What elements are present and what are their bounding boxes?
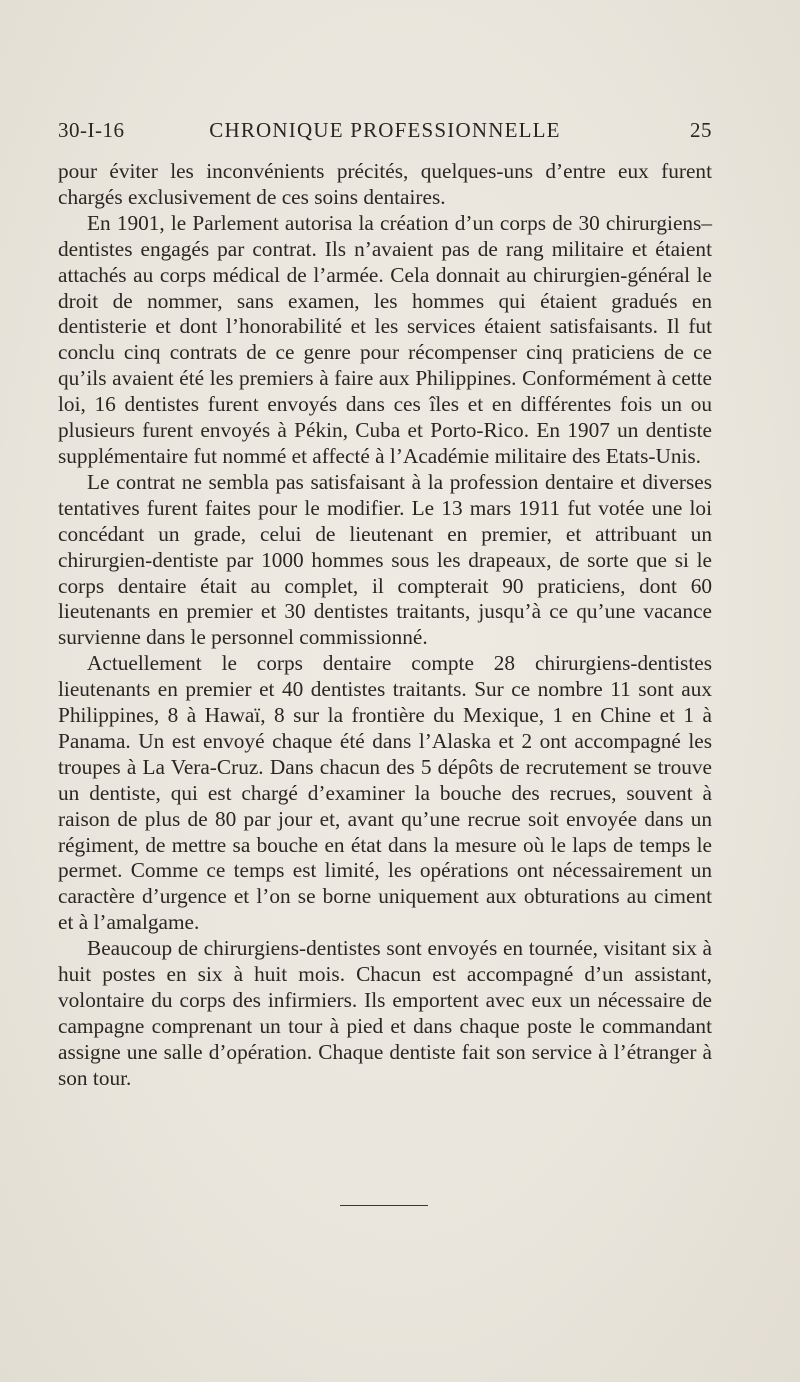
header-chapter-title: CHRONIQUE PROFESSIONNELLE (209, 118, 561, 142)
header-date-folio: 30-I-16 (58, 118, 125, 142)
paragraph-corps-1901: En 1901, le Parlement autorisa la création d’un corps de 30 chirurgiens–dentistes engagés par contrat. Ils n’avaient pas de rang militaire et étaient attachés au corps médical de l’armée. Cela donnait au chirurgien-général le droit de nommer, sans examen, les hommes qui étaient gradués en dentisterie et dont l’honorabilité et les services étaient satisfaisants. Il fut conclu cinq contrats de ce genre pour récompenser cinq praticiens de ce qu’ils avaient été les premiers à faire aux Philippines. Conformément à cette loi, 16 dentistes furent envoyés dans ces îles et en différentes fois un ou plusieurs furent envoyés à Pékin, Cuba et Porto-Rico. En 1907 un dentiste supplémentaire fut nommé et affecté à l’Académie militaire des Etats-Unis. (58, 210, 712, 468)
paragraph-tournees: Beaucoup de chirurgiens-dentistes sont envoyés en tournée, visitant six à huit postes en six à huit mois. Chacun est accompagné d’un assistant, volontaire du corps des infirmiers. Ils emportent avec eux un nécessaire de campagne comprenant un tour à pied et dans chaque poste le commandant assigne une salle d’opération. Chaque dentiste fait son service à l’étranger à son tour. (58, 936, 712, 1090)
paragraph-corps-actuel: Actuellement le corps dentaire compte 28 chirurgiens-dentistes lieutenants en premier et 40 dentistes traitants. Sur ce nombre 11 sont aux Philippines, 8 à Hawaï, 8 sur la frontière du Mexique, 1 en Chine et 1 à Panama. Un est envoyé chaque été dans l’Alaska et 2 ont accompagné les troupes à La Vera-Cruz. Dans chacun des 5 dépôts de recrutement se trouve un dentiste, qui est chargé d’examiner la bouche des recrues, souvent à raison de plus de 80 par jour et, avant qu’une recrue soit envoyée dans un régiment, de mettre sa bouche en état dans la mesure où le laps de temps le permet. Comme ce temps est limité, les opérations ont nécessairement un caractère d’urgence et l’on se borne uniquement aux obturations au ciment et à l’amalgame. (58, 651, 712, 935)
section-end-rule (340, 1205, 428, 1206)
running-header (58, 118, 712, 148)
paragraph-loi-1911: Le contrat ne sembla pas satisfaisant à la profession dentaire et diverses tentatives furent faites pour le modifier. Le 13 mars 1911 fut votée une loi concédant un grade, celui de lieutenant en premier, et attribuant un chirurgien-dentiste par 1000 hommes sous les drapeaux, de sorte que si le corps dentaire était au complet, il compterait 90 praticiens, dont 60 lieutenants en premier et 30 dentistes traitants, jusqu’à ce qu’une vacance survienne dans le personnel commissionné. (58, 469, 712, 650)
page-number: 25 (690, 118, 712, 142)
paragraph-continued: pour éviter les inconvénients précités, quelques-uns d’entre eux furent chargés exclusivement de ces soins dentaires. (58, 159, 712, 209)
body-text (58, 159, 712, 1092)
